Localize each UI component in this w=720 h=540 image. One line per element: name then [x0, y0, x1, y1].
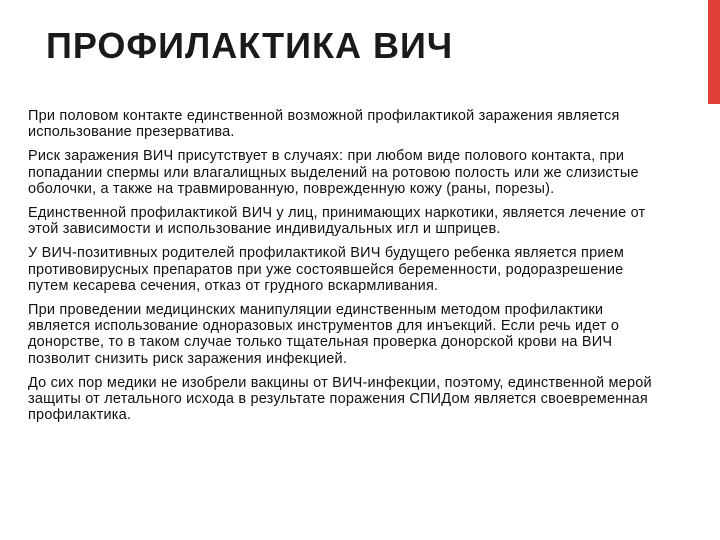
paragraph-medical: При проведении медицинских манипуляции единственным методом профилактики является использование одноразовых инструментов для инъекций. Если речь идет о донорстве, то в таком случае только тщательная проверка донорской крови на ВИЧ позволит снизить риск заражения инфекцией.	[28, 302, 620, 367]
accent-bar	[708, 0, 720, 104]
paragraph-infection-risk: Риск заражения ВИЧ присутствует в случаях: при любом виде полового контакта, при попадании спермы или влагалищных выделений на ротовою полость или же слизистые оболочки, а также на травмированную, поврежденную кожу (раны, порезы).	[28, 148, 639, 197]
paragraph-vaccine: До сих пор медики не изобрели вакцины от ВИЧ-инфекции, поэтому, единственной мерой защиты от летального исхода в результате поражения СПИДом является своевременная профилактика.	[28, 374, 652, 424]
paragraph-parents: У ВИЧ-позитивных родителей профилактикой ВИЧ будущего ребенка является прием противовирусных препаратов при уже состоявшейся беременности, родоразрешение путем кесарева сечения, отказ от грудного вскармливания.	[28, 245, 625, 294]
slide-body	[28, 108, 668, 431]
paragraph-condom: При половом контакте единственной возможной профилактикой заражения является использование презерватива.	[28, 108, 620, 141]
slide-title: ПРОФИЛАКТИКА ВИЧ	[46, 25, 454, 66]
paragraph-drug-users: Единственной профилактикой ВИЧ у лиц, принимающих наркотики, является лечение от этой зависимости и использование индивидуальных игл и шприцев.	[28, 205, 646, 238]
